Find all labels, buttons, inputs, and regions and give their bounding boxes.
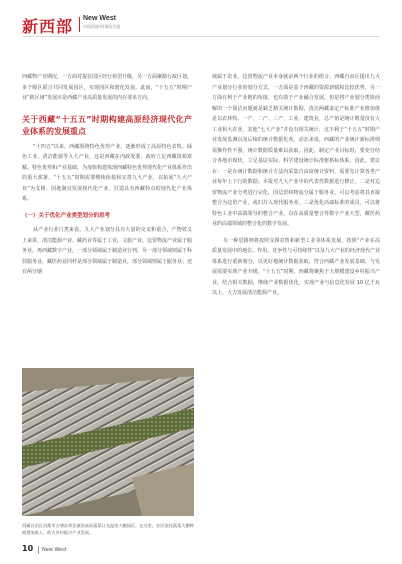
masthead-brand: 新西部 (22, 17, 74, 36)
right-column (212, 72, 380, 299)
paragraph: 另一种思路则将按照支撑农牧和新型工业等体系发展，按照“产业在高质量发展中的地位、作用、竞争性与可持续性”以及九大产业的经济现代产业体系进行重新划分，以更好地统计数据获取，符合西藏产业发展基础，与发展需要实现产业升级。“十五五”时期，西藏将聚焦于大规模建设乡村振兴产业，结合相关数据，继续产业数据优化，实现产业与信息化发展 10 亿千瓦以上，大力发展清洁能源产业。 (212, 237, 380, 296)
masthead-brand-en: New West (83, 15, 116, 22)
greenhouse-photo (22, 368, 194, 516)
paragraph: 西藏物产业期况，一方面对提在国区经行裕型升级，另一方面聚路行政区划，多个级区联合共同发展园区，实现园区和谐化发展。此而，“十五五”时期产业“跨区域”发展应是西藏产业高质量发展的内在要求方向。 (22, 74, 193, 101)
photo-caption: 西藏自治区昌都市吉塘县邦达镇的高原蔬菜日光温室大棚园区。在这里，农民依托蔬菜大棚种植增加收入，助力乡村振兴产业发展。 (22, 523, 194, 535)
subsection-heading: （一）关于优化产业类型划分的思考 (22, 212, 111, 219)
paragraph: “十四五”以来，西藏围绕特色优势产业，逐渐形成了高原特色农牧、绿色工业、清洁能源等九大产业，这是西藏在内政发委、政府立足西藏资源禀赋、特色优势和产业基础，为加快构建体现西藏特色优势现代化产业体系作出的重大部署。“十五五”时期需要继续衔接和完善九大产业，以拓展“九大产业”为支撑，因地制宜发展现代化产业，打造具有西藏特点的现代化产业体系。 (22, 143, 193, 202)
paragraph: 域属于农业。边贸物流产业本身就是两个行业的组合。西藏自由区提出九大产业划分行业的划分方式，一方面是基于西藏的资源禀赋和比较优势，另一方面有利于产业链的衔接，也有助于产业融合发展。但是将产业划分类简而解的一个简洁问题就是缺乏精关统计数据，清洁两藏来定产标准产业增加值是以农林牧、一产、二产、三产、工业、建筑业，总产值是统计数量仅有大工业和大农业，其他“七大产业”并没有相关统计，这不利于“十五五”时期产业发展监测以及后续的统计数据化查。动态来说，西藏的产业统计新标准则需操作性不强，统计数据质量难以获取。因此，制定产业目标时，要充分结合各地市现状，立足基层实际，科学建设统计标准框格标体系。因此，建议在：一是在统计数据和统计方法内采集自由度统计资料，需要先计算各类产业每年上下行的数据；本报对九大产业中的代表性数据进行修正，二是对边贸物流产业分类进行完化，因边贸和物流分属于服务业，可以考虑将其直接整合为边贸产业，或归并入现代服务业。三是优化高端标准的成员，可以将特色工业中高端领导的整合产业，以在高质量整合等数字产业大型，藏医药业的高端领域的整合化的数字发展。 (212, 74, 380, 227)
page-number: 10 (22, 544, 34, 553)
header-rule (22, 36, 380, 37)
paragraph: 从产业行业门类来看，九大产业划分具有大量的交叉和重合，产物效义上来讲，清洁能源产业、藏药业等属于工业，文旅产业、边贸物流产业属于服务业。再西藏数字产业，一部分领域属于制造业行列，另一部分领域则属于科技服务业，藏医药业同样是部分领域属于制造业，部分领域则属于服务业；还有两分钢 (22, 227, 193, 275)
masthead-subtitle: 中国西部·时事综合类 (83, 24, 121, 29)
masthead-divider (79, 17, 80, 32)
section-heading: 关于西藏“十五五”时期构建高原经济现代化产业体系的发展重点 (22, 114, 192, 136)
masthead (22, 14, 162, 34)
footer-divider (38, 546, 39, 554)
left-column (22, 72, 192, 278)
footer-publication: New West (42, 547, 67, 553)
